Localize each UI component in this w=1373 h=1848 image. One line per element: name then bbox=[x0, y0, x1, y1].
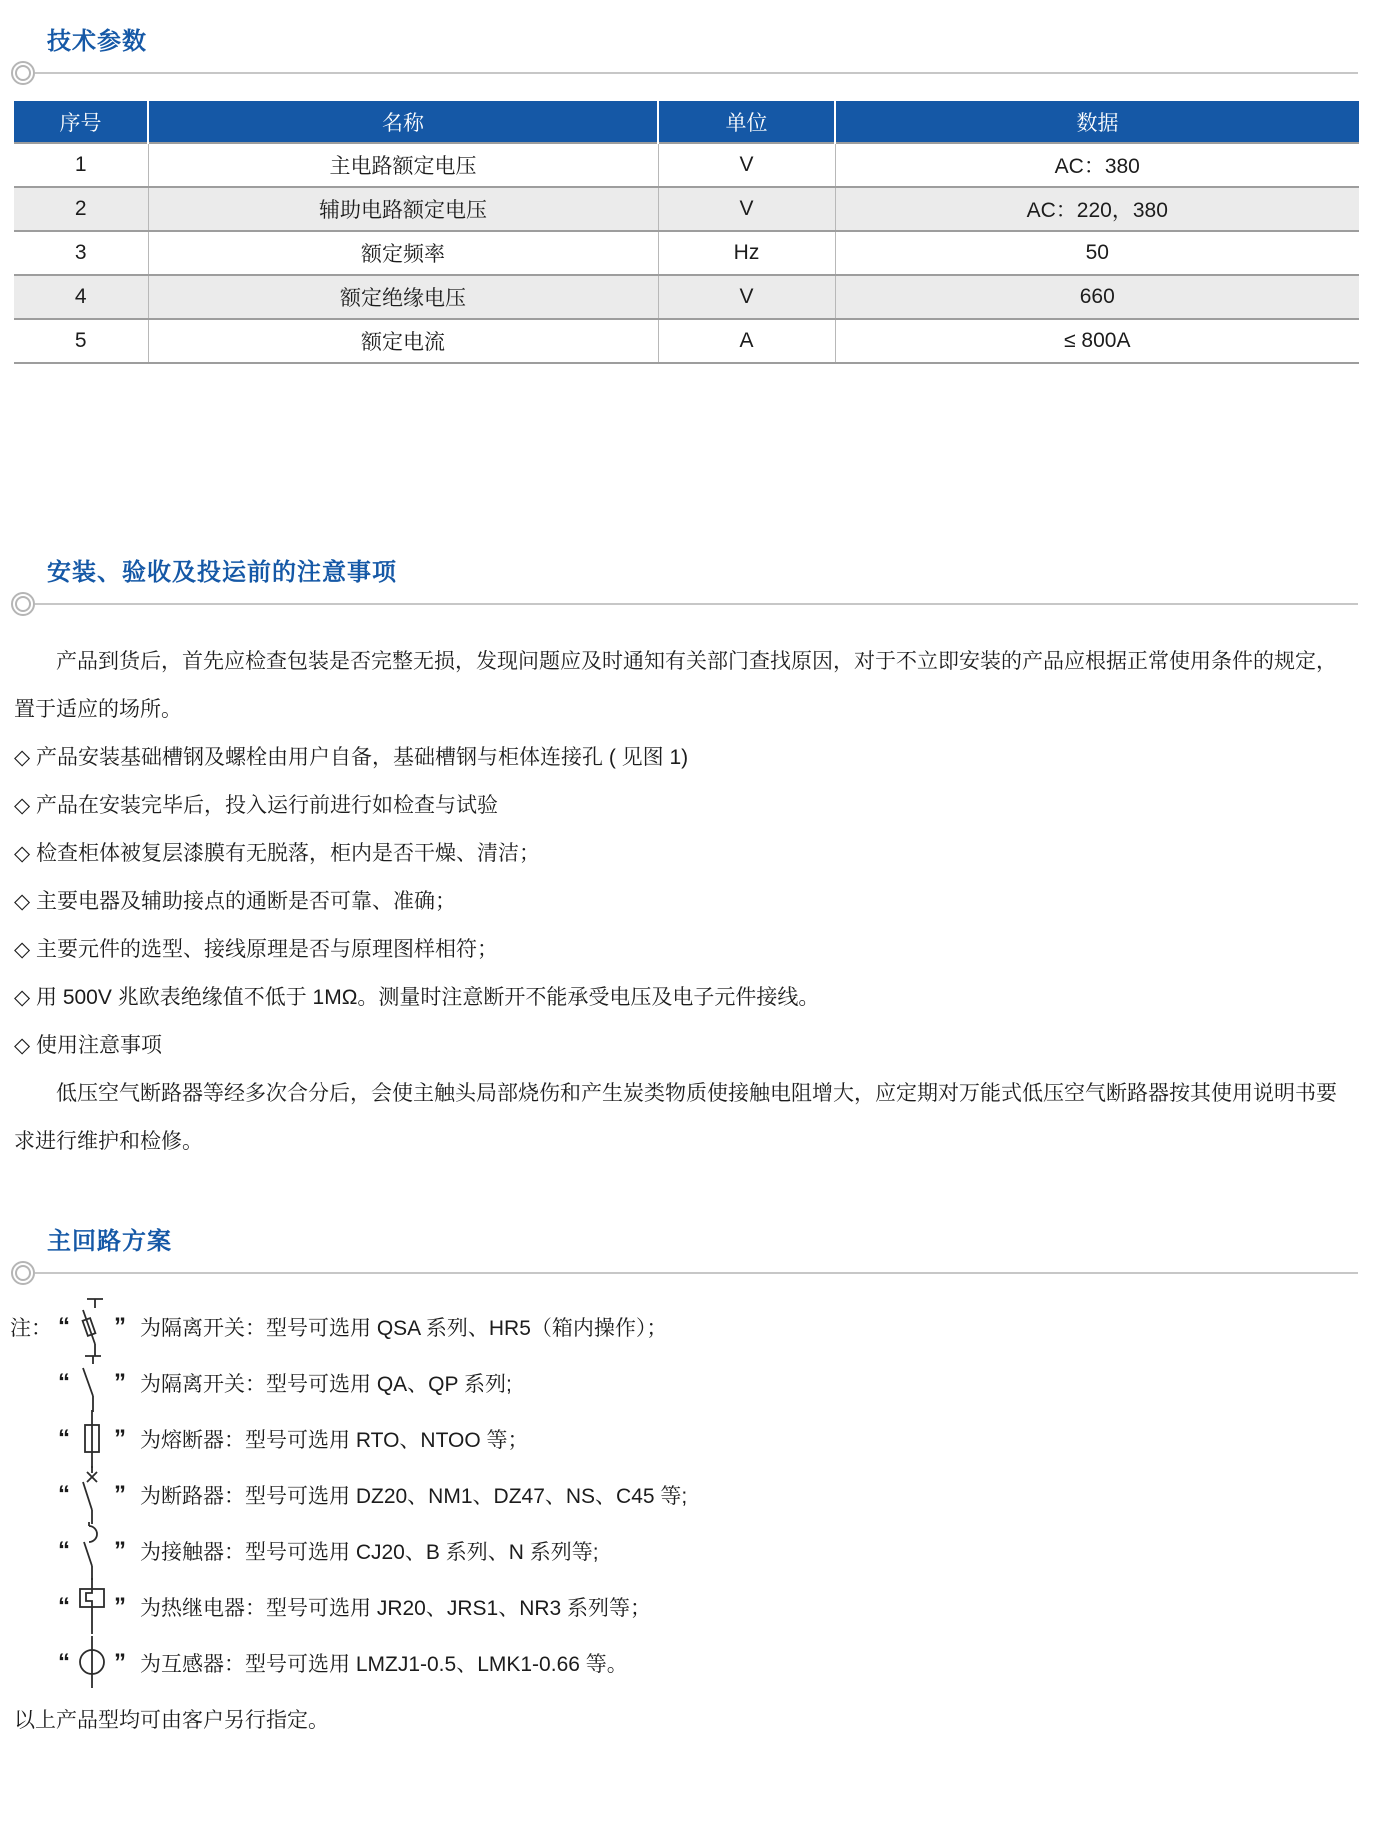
fuse-disconnector-icon bbox=[70, 1296, 114, 1358]
symbol-legend bbox=[10, 1299, 1359, 1691]
open-quote: “ bbox=[58, 1593, 70, 1620]
close-quote: ” bbox=[114, 1481, 126, 1508]
table-row bbox=[14, 319, 1359, 363]
spec-table-header-row bbox=[14, 101, 1359, 143]
legend-row bbox=[10, 1467, 1359, 1523]
legend-text: 为熔断器：型号可选用 RTO、NTOO 等； bbox=[140, 1429, 529, 1452]
legend-row bbox=[10, 1523, 1359, 1579]
cell-value: 660 bbox=[835, 275, 1359, 319]
section-main-circuit-head bbox=[0, 1228, 1373, 1285]
intro-paragraph: 产品到货后，首先应检查包装是否完整无损，发现问题应及时通知有关部门查找原因，对于不立即安装的产品应根据正常使用条件的规定，置于适应的场所。 bbox=[14, 650, 1337, 721]
note-label: 注： bbox=[10, 1317, 52, 1340]
table-row bbox=[14, 231, 1359, 275]
cell-name: 辅助电路额定电压 bbox=[148, 187, 658, 231]
cell-value: 50 bbox=[835, 231, 1359, 275]
rule-line bbox=[35, 72, 1358, 74]
cell-name: 主电路额定电压 bbox=[148, 143, 658, 187]
legend-text: 为互感器：型号可选用 LMZJ1-0.5、LMK1-0.66 等。 bbox=[140, 1653, 628, 1676]
checklist-item: ◇ 主要元件的选型、接线原理是否与原理图样相符； bbox=[14, 938, 498, 961]
cell-unit: V bbox=[658, 187, 835, 231]
circuit-breaker-icon bbox=[70, 1464, 114, 1526]
cell-unit: A bbox=[658, 319, 835, 363]
checklist-item: ◇ 检查柜体被复层漆膜有无脱落，柜内是否干燥、清洁； bbox=[14, 842, 540, 865]
thermal-relay-icon bbox=[70, 1576, 114, 1638]
closing-paragraph: 低压空气断路器等经多次合分后，会使主触头局部烧伤和产生炭类物质使接触电阻增大，应定期对万能式低压空气断路器按其使用说明书要求进行维护和检修。 bbox=[14, 1082, 1337, 1153]
ring-decoration-icon bbox=[11, 1261, 35, 1285]
open-quote: “ bbox=[58, 1425, 70, 1452]
cell-unit: Hz bbox=[658, 231, 835, 275]
legend-row bbox=[10, 1635, 1359, 1691]
cell-name: 额定绝缘电压 bbox=[148, 275, 658, 319]
checklist-item: ◇ 产品在安装完毕后，投入运行前进行如检查与试验 bbox=[14, 794, 498, 817]
legend-row bbox=[10, 1579, 1359, 1635]
legend-row bbox=[10, 1355, 1359, 1411]
table-row bbox=[14, 275, 1359, 319]
checklist-item: ◇ 产品安装基础槽钢及螺栓由用户自备，基础槽钢与柜体连接孔 ( 见图 1) bbox=[14, 746, 689, 769]
cell-no: 2 bbox=[14, 187, 148, 231]
open-quote: “ bbox=[58, 1649, 70, 1676]
legend-text: 为断路器：型号可选用 DZ20、NM1、DZ47、NS、C45 等; bbox=[140, 1485, 688, 1508]
col-header-no: 序号 bbox=[14, 101, 148, 143]
cell-name: 额定频率 bbox=[148, 231, 658, 275]
cell-unit: V bbox=[658, 143, 835, 187]
cell-value: ≤ 800A bbox=[835, 319, 1359, 363]
cell-unit: V bbox=[658, 275, 835, 319]
close-quote: ” bbox=[114, 1313, 126, 1340]
table-row bbox=[14, 143, 1359, 187]
spec-table bbox=[14, 101, 1359, 364]
close-quote: ” bbox=[114, 1649, 126, 1676]
legend-row bbox=[10, 1299, 1359, 1355]
close-quote: ” bbox=[114, 1537, 126, 1564]
section-installation-notes-head bbox=[0, 559, 1373, 616]
legend-text: 为热继电器：型号可选用 JR20、JRS1、NR3 系列等； bbox=[140, 1597, 652, 1620]
checklist-item: ◇ 使用注意事项 bbox=[14, 1034, 162, 1057]
legend-text: 为接触器：型号可选用 CJ20、B 系列、N 系列等; bbox=[140, 1541, 599, 1564]
contactor-icon bbox=[70, 1520, 114, 1582]
legend-text: 为隔离开关：型号可选用 QA、QP 系列; bbox=[140, 1373, 512, 1396]
table-row bbox=[14, 187, 1359, 231]
cell-no: 4 bbox=[14, 275, 148, 319]
section-technical-parameters-head bbox=[0, 0, 1373, 85]
col-header-value: 数据 bbox=[835, 101, 1359, 143]
ring-decoration-icon bbox=[11, 592, 35, 616]
cell-no: 5 bbox=[14, 319, 148, 363]
disconnector-icon bbox=[70, 1352, 114, 1414]
installation-text-block bbox=[14, 638, 1357, 1166]
current-transformer-icon bbox=[70, 1632, 114, 1694]
rule-line bbox=[35, 603, 1358, 605]
fuse-icon bbox=[70, 1408, 114, 1470]
cell-name: 额定电流 bbox=[148, 319, 658, 363]
open-quote: “ bbox=[58, 1481, 70, 1508]
section-rule bbox=[0, 61, 1373, 85]
col-header-name: 名称 bbox=[148, 101, 658, 143]
legend-text: 为隔离开关：型号可选用 QSA 系列、HR5（箱内操作）； bbox=[140, 1317, 668, 1340]
cell-no: 3 bbox=[14, 231, 148, 275]
section-rule bbox=[0, 1261, 1373, 1285]
checklist-item: ◇ 主要电器及辅助接点的通断是否可靠、准确； bbox=[14, 890, 456, 913]
col-header-unit: 单位 bbox=[658, 101, 835, 143]
close-quote: ” bbox=[114, 1425, 126, 1452]
open-quote: “ bbox=[58, 1313, 70, 1340]
section-title-installation-notes: 安装、验收及投运前的注意事项 bbox=[47, 559, 397, 586]
rule-line bbox=[35, 1272, 1358, 1274]
open-quote: “ bbox=[58, 1369, 70, 1396]
close-quote: ” bbox=[114, 1369, 126, 1396]
cell-value: AC：220，380 bbox=[835, 187, 1359, 231]
section-title-main-circuit: 主回路方案 bbox=[47, 1228, 172, 1255]
cell-value: AC：380 bbox=[835, 143, 1359, 187]
checklist-item: ◇ 用 500V 兆欧表绝缘值不低于 1MΩ。测量时注意断开不能承受电压及电子元件接线。 bbox=[14, 986, 820, 1009]
section-title-technical-parameters: 技术参数 bbox=[47, 28, 147, 55]
cell-no: 1 bbox=[14, 143, 148, 187]
open-quote: “ bbox=[58, 1537, 70, 1564]
legend-row bbox=[10, 1411, 1359, 1467]
section-rule bbox=[0, 592, 1373, 616]
footnote: 以上产品型均可由客户另行指定。 bbox=[14, 1709, 329, 1732]
close-quote: ” bbox=[114, 1593, 126, 1620]
ring-decoration-icon bbox=[11, 61, 35, 85]
